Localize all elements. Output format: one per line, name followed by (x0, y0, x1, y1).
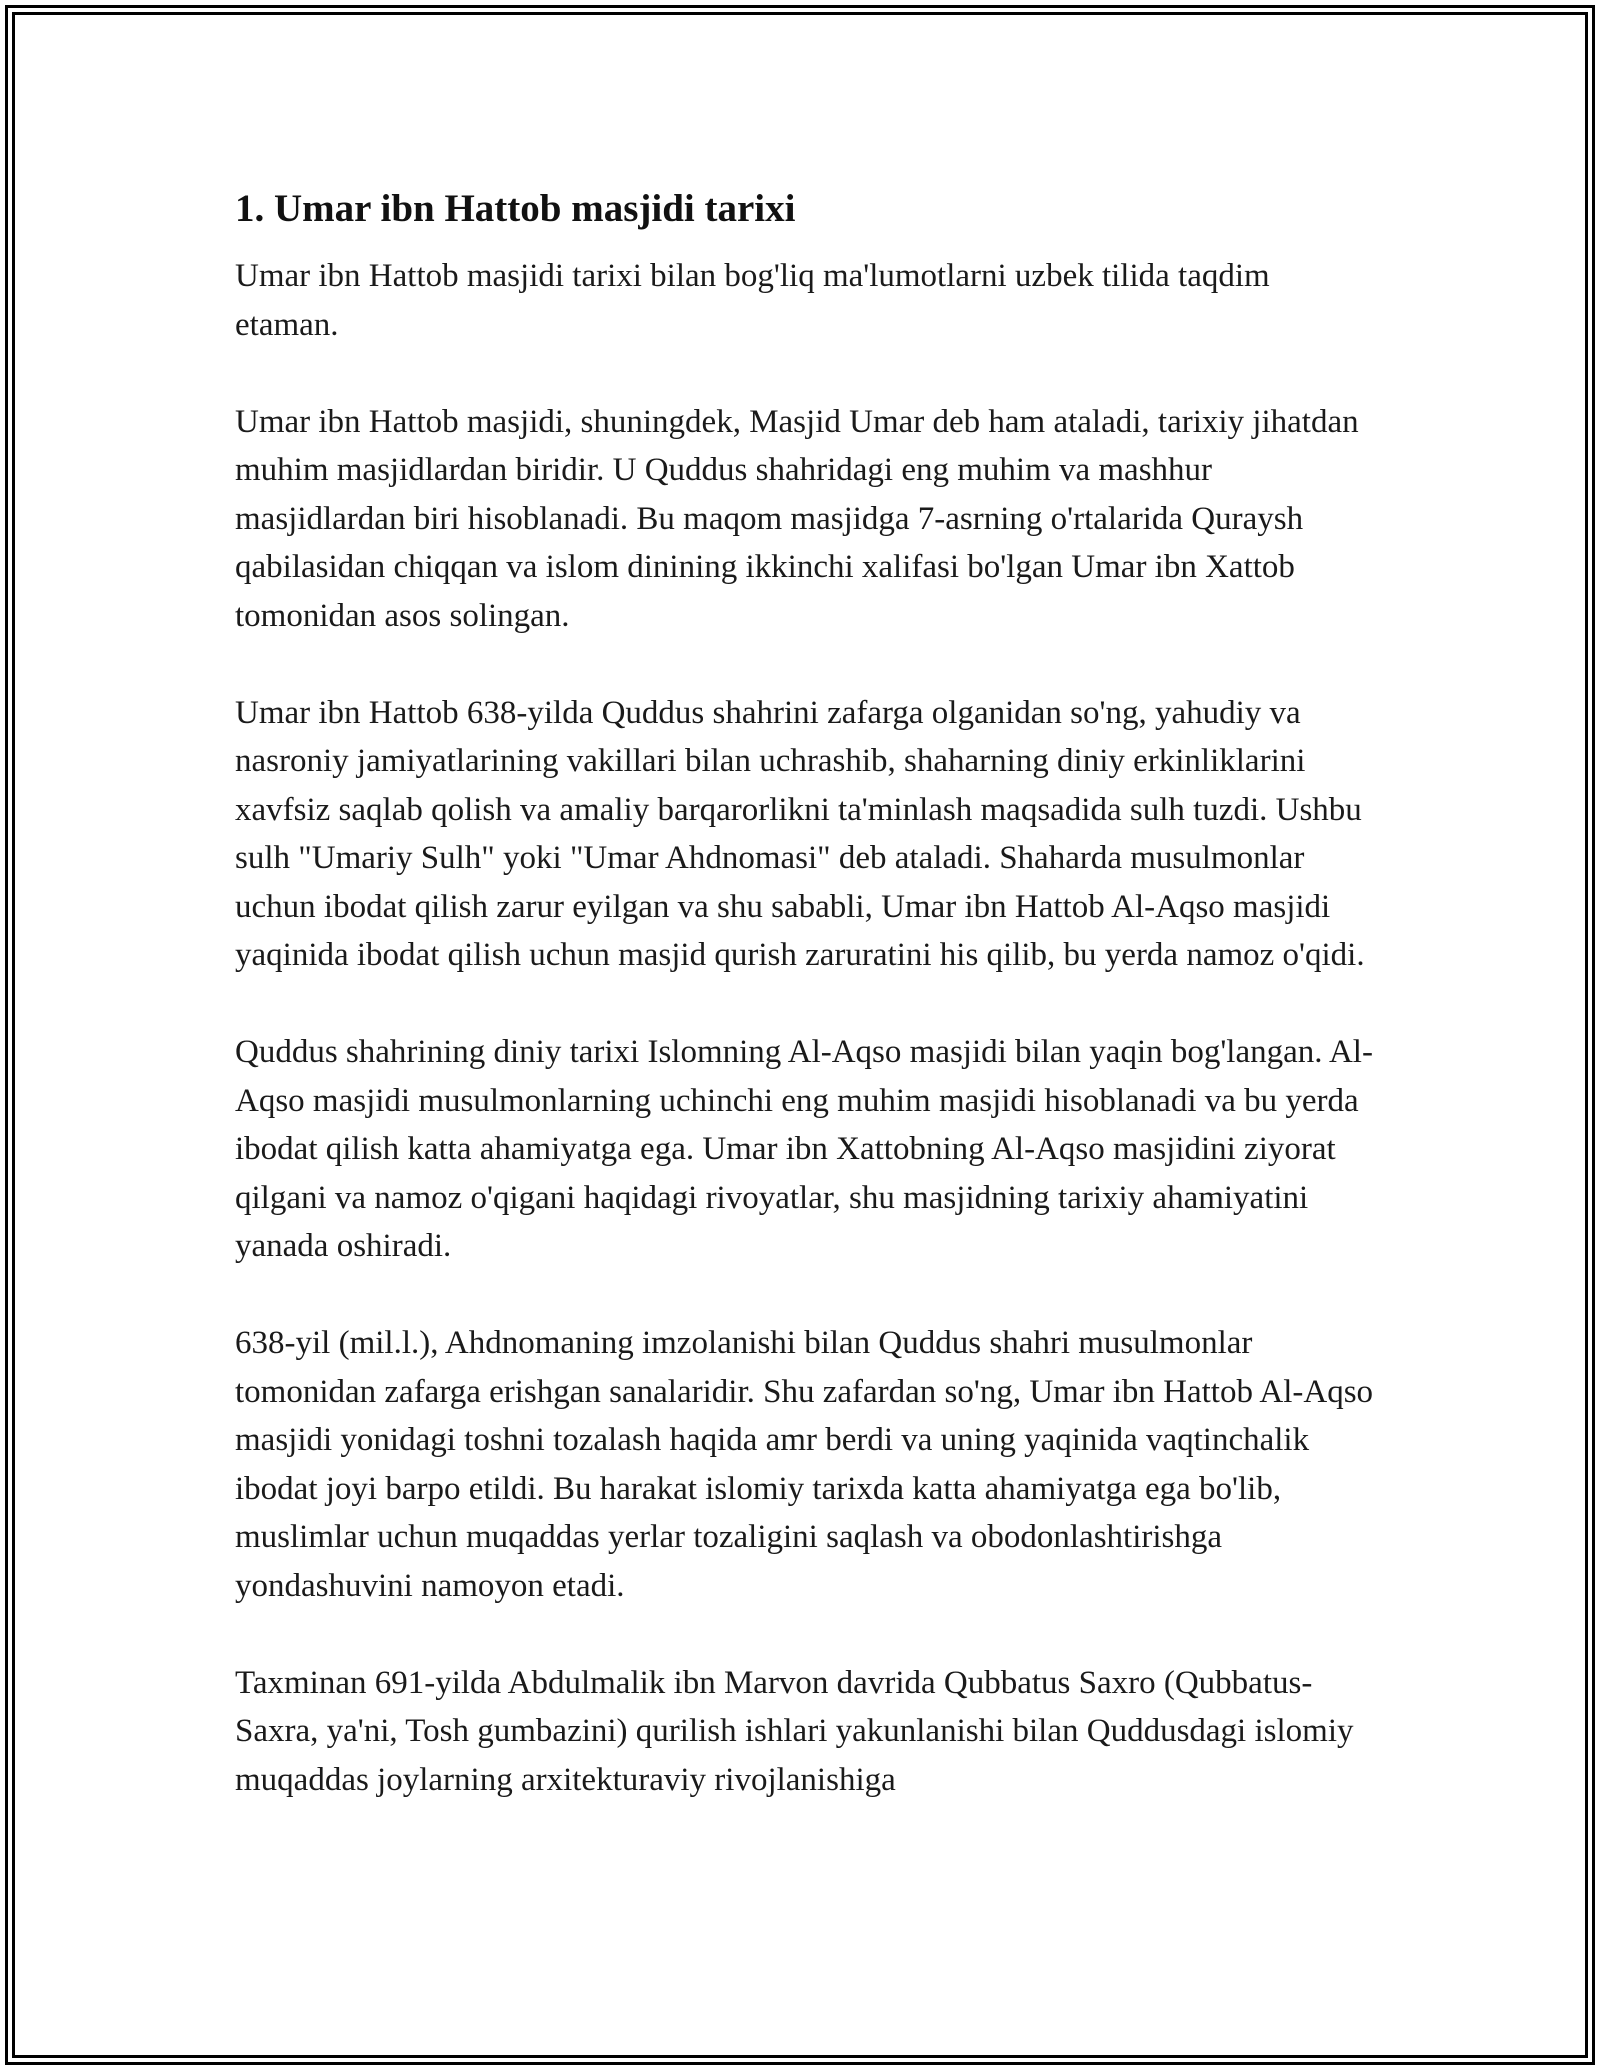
paragraph-al-aqso: Quddus shahrining diniy tarixi Islomning Al-Aqso masjidi bilan yaqin bog'langan. Al-Aqso masjidi musulmonlarning uchinchi eng muhim masjidi hisoblanadi va bu yerda ibodat qilish katta ahamiyatga ega. Umar ibn Xattobning Al-Aqso masjidini ziyorat qilgani va namoz o'qigani haqidagi rivoyatlar, shu masjidning tarixiy ahamiyatini yanada oshiradi. (235, 1034, 1373, 1264)
document-body (235, 184, 1375, 1804)
paragraph-overview: Umar ibn Hattob masjidi, shuningdek, Masjid Umar deb ham ataladi, tarixiy jihatdan muhim masjidlardan biridir. U Quddus shahridagi eng muhim va mashhur masjidlardan biri hisoblanadi. Bu maqom masjidga 7-asrning o'rtalarida Quraysh qabilasidan chiqqan va islom dinining ikkinchi xalifasi bo'lgan Umar ibn Xattob tomonidan asos solingan. (235, 403, 1359, 634)
paragraph-638: 638-yil (mil.l.), Ahdnomaning imzolanishi bilan Quddus shahri musulmonlar tomonidan zafarga erishgan sanalaridir. Shu zafardan so'ng, Umar ibn Hattob Al-Aqso masjidi yonidagi toshni tozalash haqida amr berdi va uning yaqinida vaqtinchalik ibodat joyi barpo etildi. Bu harakat islomiy tarixda katta ahamiyatga ega bo'lib, muslimlar uchun muqaddas yerlar tozaligini saqlash va obodonlashtirishga yondashuvini namoyon etadi. (235, 1325, 1374, 1604)
paragraph-treaty: Umar ibn Hattob 638-yilda Quddus shahrini zafarga olganidan so'ng, yahudiy va nasroniy jamiyatlarining vakillari bilan uchrashib, shaharning diniy erkinliklarini xavfsiz saqlab qolish va amaliy barqarorlikni ta'minlash maqsadida sulh tuzdi. Ushbu sulh "Umariy Sulh" yoki "Umar Ahdnomasi" deb ataladi. Shaharda musulmonlar uchun ibodat qilish zarur eyilgan va shu sababli, Umar ibn Hattob Al-Aqso masjidi yaqinida ibodat qilish uchun masjid qurish zaruratini his qilib, bu yerda namoz o'qidi. (235, 694, 1365, 973)
section-heading: 1. Umar ibn Hattob masjidi tarixi (235, 187, 796, 230)
paragraph-intro: Umar ibn Hattob masjidi tarixi bilan bog'liq ma'lumotlarni uzbek tilida taqdim etaman. (235, 258, 1270, 343)
paragraph-691: Taxminan 691-yilda Abdulmalik ibn Marvon davrida Qubbatus Saxro (Qubbatus-Saxra, ya'ni, Tosh gumbazini) qurilish ishlari yakunlanishi bilan Quddusdagi islomiy muqaddas joylarning arxitekturaviy rivojlanishiga (235, 1664, 1354, 1798)
